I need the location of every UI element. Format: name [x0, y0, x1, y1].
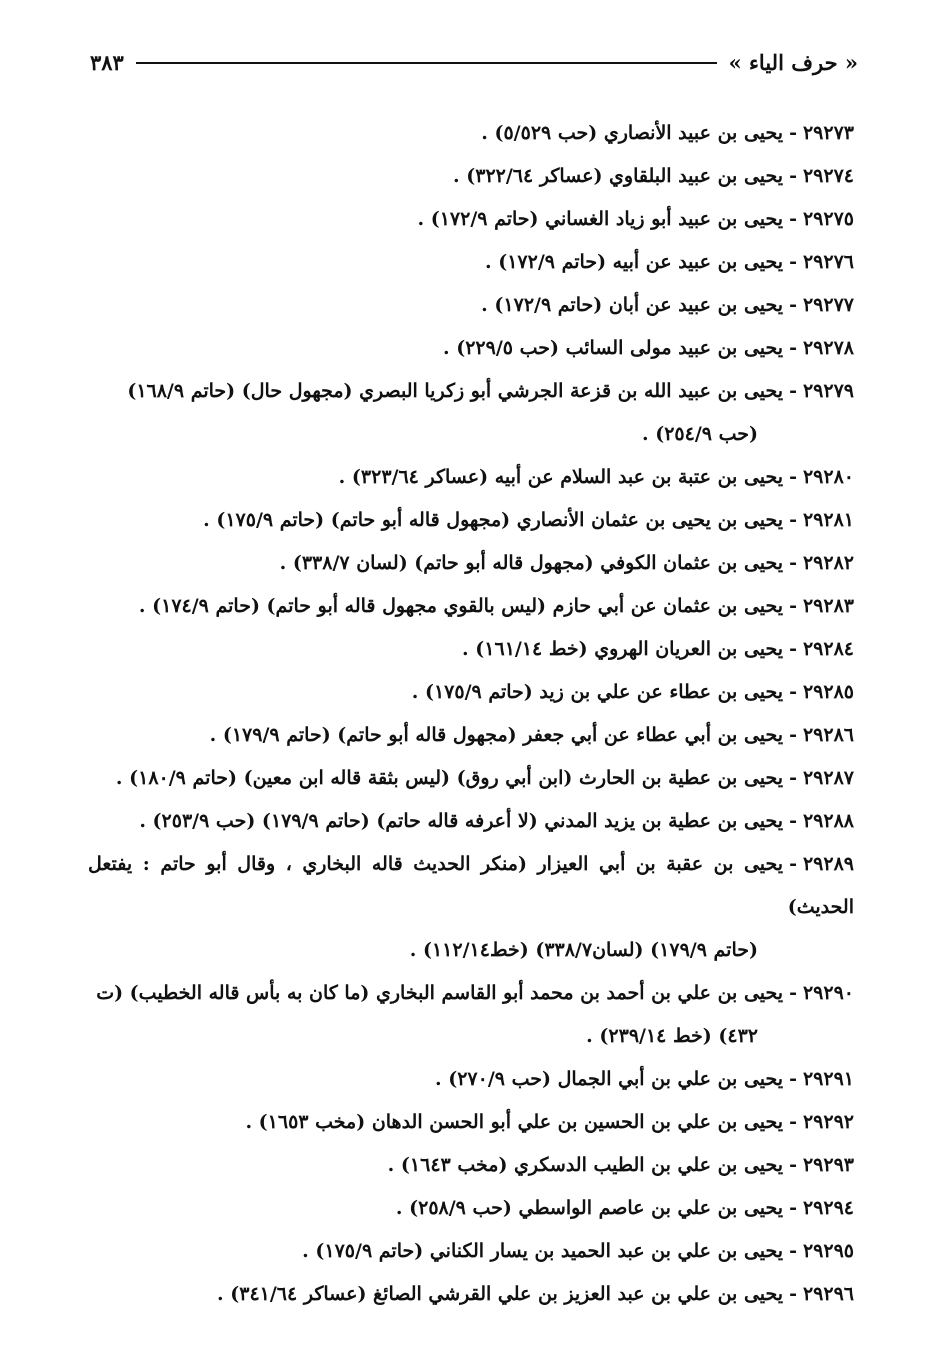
entry-number: ٢٩٢٨٨ — [802, 810, 854, 832]
entry: ٢٩٢٩٢-يحيى بن علي بن الحسين بن علي أبو الحسن الدهان (مخب ١٦٥٣) . — [245, 1111, 854, 1133]
entry-text: يحيى بن عقبة بن أبي العيزار (منكر الحديث قاله البخاري ، وقال أبو حاتم : يفتعل الحديث) — [88, 853, 854, 918]
entry-text: يحيى بن عبيد أبو زياد الغساني (حاتم ١٧٢/٩) . — [417, 208, 784, 230]
entry-text: يحيى بن عطاء عن علي بن زيد (حاتم ١٧٥/٩) . — [411, 681, 784, 703]
entry-number: ٢٩٢٧٦ — [802, 251, 854, 273]
chapter-title: « حرف الياء » — [728, 49, 858, 75]
header-rule — [136, 62, 717, 64]
entry: ٢٩٢٧٤-يحيى بن عبيد البلقاوي (عساكر ٣٢٢/٦٤) . — [453, 165, 854, 187]
entry-text: يحيى بن العريان الهروي (خط ١٦١/١٤) . — [462, 638, 784, 660]
entry-text: يحيى بن عبيد عن أبان (حاتم ١٧٢/٩) . — [481, 294, 784, 316]
entry: ٢٩٢٧٦-يحيى بن عبيد عن أبيه (حاتم ١٧٢/٩) . — [484, 251, 854, 273]
entry-text: يحيى بن عطية بن الحارث (ابن أبي روق) (ليس بثقة قاله ابن معين) (حاتم ١٨٠/٩) . — [115, 767, 784, 789]
entry: ٢٩٢٧٣-يحيى بن عبيد الأنصاري (حب ٥/٥٢٩) . — [481, 122, 854, 144]
entry-number: ٢٩٢٩٣ — [802, 1154, 854, 1176]
entries-list — [88, 112, 854, 1316]
entry-text: يحيى بن عثمان عن أبي حازم (ليس بالقوي مجهول قاله أبو حاتم) (حاتم ١٧٤/٩) . — [138, 595, 784, 617]
entry: ٢٩٢٧٩-يحيى بن عبيد الله بن قزعة الجرشي أبو زكريا البصري (مجهول حال) (حاتم ١٦٨/٩) (حب ٢٥٤/٩) . — [88, 370, 854, 456]
entry: ٢٩٢٩٠-يحيى بن علي بن أحمد بن محمد أبو القاسم البخاري (ما كان به بأس قاله الخطيب) (ت ٤٣٢) (خط ٢٣٩/١٤) . — [88, 972, 854, 1058]
entry-text: يحيى بن عبيد عن أبيه (حاتم ١٧٢/٩) . — [484, 251, 784, 273]
entry-number: ٢٩٢٩٥ — [802, 1240, 854, 1262]
entry: ٢٩٢٨١-يحيى بن يحيى بن عثمان الأنصاري (مجهول قاله أبو حاتم) (حاتم ١٧٥/٩) . — [203, 509, 854, 531]
entry-text: يحيى بن علي بن الطيب الدسكري (مخب ١٦٤٣) . — [387, 1154, 784, 1176]
entry-text: يحيى بن علي بن عبد الحميد بن يسار الكناني (حاتم ١٧٥/٩) . — [302, 1240, 784, 1262]
entry: ٢٩٢٧٨-يحيى بن عبيد مولى السائب (حب ٢٢٩/٥) . — [442, 337, 854, 359]
entry: ٢٩٢٩١-يحيى بن علي بن أبي الجمال (حب ٢٧٠/٩) . — [434, 1068, 854, 1090]
entry-text: يحيى بن عثمان الكوفي (مجهول قاله أبو حاتم) (لسان ٣٣٨/٧) . — [279, 552, 784, 574]
entry-continuation: (حب ٢٥٤/٩) . — [641, 423, 758, 445]
entry-text: يحيى بن علي بن أبي الجمال (حب ٢٧٠/٩) . — [434, 1068, 784, 1090]
entry-text: يحيى بن أبي عطاء عن أبي جعفر (مجهول قاله أبو حاتم) (حاتم ١٧٩/٩) . — [209, 724, 784, 746]
entry-continuation: (حاتم ١٧٩/٩) (لسان٣٣٨/٧) (خط١١٢/١٤) . — [409, 939, 758, 961]
entry-number: ٢٩٢٨١ — [802, 509, 854, 531]
page-header — [90, 42, 858, 82]
entry-number: ٢٩٢٨٥ — [802, 681, 854, 703]
entry-number: ٢٩٢٧٤ — [802, 165, 854, 187]
entry-continuation: ٤٣٢) (خط ٢٣٩/١٤) . — [586, 1025, 758, 1047]
entry: ٢٩٢٧٧-يحيى بن عبيد عن أبان (حاتم ١٧٢/٩) . — [481, 294, 854, 316]
entry-number: ٢٩٢٧٧ — [802, 294, 854, 316]
entry: ٢٩٢٨٤-يحيى بن العريان الهروي (خط ١٦١/١٤) . — [462, 638, 854, 660]
entry-number: ٢٩٢٧٣ — [802, 122, 854, 144]
entry-number: ٢٩٢٩٦ — [802, 1283, 854, 1305]
entry-text: يحيى بن يحيى بن عثمان الأنصاري (مجهول قاله أبو حاتم) (حاتم ١٧٥/٩) . — [203, 509, 784, 531]
entry-text: يحيى بن علي بن عاصم الواسطي (حب ٢٥٨/٩) . — [395, 1197, 784, 1219]
entry: ٢٩٢٨٦-يحيى بن أبي عطاء عن أبي جعفر (مجهول قاله أبو حاتم) (حاتم ١٧٩/٩) . — [209, 724, 854, 746]
entry-number: ٢٩٢٨٤ — [802, 638, 854, 660]
entry-text: يحيى بن عطية بن يزيد المدني (لا أعرفه قاله حاتم) (حاتم ١٧٩/٩) (حب ٢٥٣/٩) . — [139, 810, 784, 832]
entry-number: ٢٩٢٧٨ — [802, 337, 854, 359]
entry-number: ٢٩٢٧٩ — [802, 380, 854, 402]
entry: ٢٩٢٩٣-يحيى بن علي بن الطيب الدسكري (مخب ١٦٤٣) . — [387, 1154, 854, 1176]
entry-text: يحيى بن علي بن الحسين بن علي أبو الحسن الدهان (مخب ١٦٥٣) . — [245, 1111, 784, 1133]
entry-number: ٢٩٢٧٥ — [802, 208, 854, 230]
entry-number: ٢٩٢٨٧ — [802, 767, 854, 789]
entry-text: يحيى بن عتبة بن عبد السلام عن أبيه (عساكر ٣٢٣/٦٤) . — [338, 466, 784, 488]
page-number: ٣٨٣ — [90, 49, 124, 75]
entry: ٢٩٢٨٣-يحيى بن عثمان عن أبي حازم (ليس بالقوي مجهول قاله أبو حاتم) (حاتم ١٧٤/٩) . — [138, 595, 854, 617]
entry-number: ٢٩٢٨٦ — [802, 724, 854, 746]
entry: ٢٩٢٨٧-يحيى بن عطية بن الحارث (ابن أبي روق) (ليس بثقة قاله ابن معين) (حاتم ١٨٠/٩) . — [115, 767, 854, 789]
entry-text: يحيى بن عبيد الله بن قزعة الجرشي أبو زكريا البصري (مجهول حال) (حاتم ١٦٨/٩) — [127, 380, 784, 402]
entry-number: ٢٩٢٨٠ — [802, 466, 854, 488]
entry: ٢٩٢٨٠-يحيى بن عتبة بن عبد السلام عن أبيه (عساكر ٣٢٣/٦٤) . — [338, 466, 854, 488]
entry-number: ٢٩٢٩٤ — [802, 1197, 854, 1219]
entry-text: يحيى بن علي بن عبد العزيز بن علي القرشي الصائغ (عساكر ٣٤١/٦٤) . — [217, 1283, 784, 1305]
entry-text: يحيى بن عبيد مولى السائب (حب ٢٢٩/٥) . — [442, 337, 784, 359]
entry-text: يحيى بن عبيد الأنصاري (حب ٥/٥٢٩) . — [481, 122, 784, 144]
entry: ٢٩٢٨٢-يحيى بن عثمان الكوفي (مجهول قاله أبو حاتم) (لسان ٣٣٨/٧) . — [279, 552, 854, 574]
entry: ٢٩٢٩٦-يحيى بن علي بن عبد العزيز بن علي القرشي الصائغ (عساكر ٣٤١/٦٤) . — [217, 1283, 854, 1305]
entry: ٢٩٢٨٨-يحيى بن عطية بن يزيد المدني (لا أعرفه قاله حاتم) (حاتم ١٧٩/٩) (حب ٢٥٣/٩) . — [139, 810, 854, 832]
entry-number: ٢٩٢٨٢ — [802, 552, 854, 574]
entry-number: ٢٩٢٩٢ — [802, 1111, 854, 1133]
entry-number: ٢٩٢٨٣ — [802, 595, 854, 617]
entry: ٢٩٢٨٩-يحيى بن عقبة بن أبي العيزار (منكر الحديث قاله البخاري ، وقال أبو حاتم : يفتعل الحديث) (حاتم ١٧٩/٩) (لسان٣٣٨/٧) (خط١١٢/١٤) . — [88, 843, 854, 972]
entry-text: يحيى بن عبيد البلقاوي (عساكر ٣٢٢/٦٤) . — [453, 165, 784, 187]
entry: ٢٩٢٨٥-يحيى بن عطاء عن علي بن زيد (حاتم ١٧٥/٩) . — [411, 681, 854, 703]
entry-number: ٢٩٢٨٩ — [802, 853, 854, 875]
entry: ٢٩٢٩٤-يحيى بن علي بن عاصم الواسطي (حب ٢٥٨/٩) . — [395, 1197, 854, 1219]
entry: ٢٩٢٩٥-يحيى بن علي بن عبد الحميد بن يسار الكناني (حاتم ١٧٥/٩) . — [302, 1240, 854, 1262]
entry: ٢٩٢٧٥-يحيى بن عبيد أبو زياد الغساني (حاتم ١٧٢/٩) . — [417, 208, 854, 230]
entry-number: ٢٩٢٩٠ — [802, 982, 854, 1004]
entry-number: ٢٩٢٩١ — [802, 1068, 854, 1090]
entry-text: يحيى بن علي بن أحمد بن محمد أبو القاسم البخاري (ما كان به بأس قاله الخطيب) (ت — [96, 982, 784, 1004]
